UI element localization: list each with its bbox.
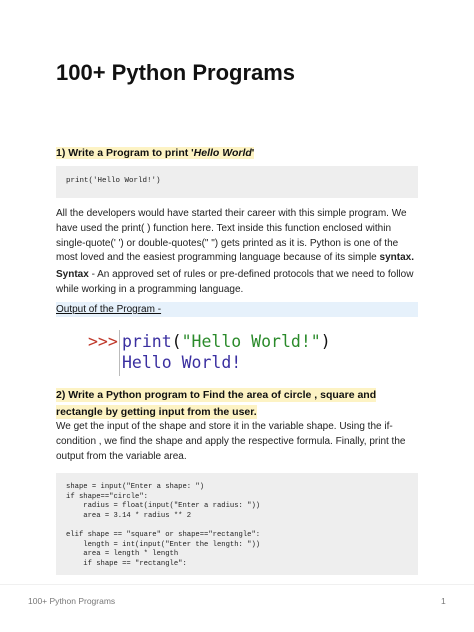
question-1-heading [56,143,254,161]
terminal-result: Hello World! [122,353,242,372]
intro-paragraph [56,207,418,266]
question-2-paragraph: We get the input of the shape and store it in the variable shape. Using the if-condition , we find the shape and apply the respective formula. Finally, print the output from the variable area. [56,421,406,462]
question-1-suffix: ' [251,147,255,159]
syntax-paragraph [56,268,418,298]
terminal-string: "Hello World!" [181,332,321,351]
syntax-term: Syntax [56,269,89,280]
question-2-heading [56,386,418,420]
syntax-definition: - An approved set of rules or pre-defined protocols that we need to follow while working in a programming language. [56,269,414,295]
terminal-close-paren: ) [320,332,331,351]
terminal-fn: print [122,332,172,351]
output-label-text: Output of the Program - [56,304,162,315]
terminal-prompt: >>> [88,332,118,351]
code-block-hello: print('Hello World!') [56,166,418,198]
output-label [56,302,418,317]
terminal-divider [119,330,120,376]
intro-text: All the developers would have started their career with this simple program. We have used the print( ) function here. Text inside this function enclosed within single-quote(' ') or double-quotes(" ") gets printed as it is. Python is one of the most loved and the easiest programming language because of its simple [56,208,407,264]
terminal-command [122,332,331,351]
intro-bold: syntax. [379,252,414,264]
code-block-area: shape = input("Enter a shape: ") if shape=="circle": radius = float(input("Enter a radius: ")) area = 3.14 * radius ** 2 elif shape == "square" or shape=="rectangle": length = int(input("Enter the length: ")) area = length * length if shape == "rectangle": [56,473,418,575]
page-title: 100+ Python Programs [56,60,296,85]
question-1-italic: Hello World [193,147,252,159]
terminal-open-paren: ( [171,332,182,351]
terminal-output-image [88,330,368,378]
footer-divider [0,584,474,585]
question-1-prefix: 1) Write a Program to print ' [56,147,194,159]
question-2-heading-text: 2) Write a Python program to Find the area of circle , square and rectangle by getting input from the user. [56,389,377,418]
footer-title: 100+ Python Programs [28,596,116,606]
page-number: 1 [441,596,446,606]
